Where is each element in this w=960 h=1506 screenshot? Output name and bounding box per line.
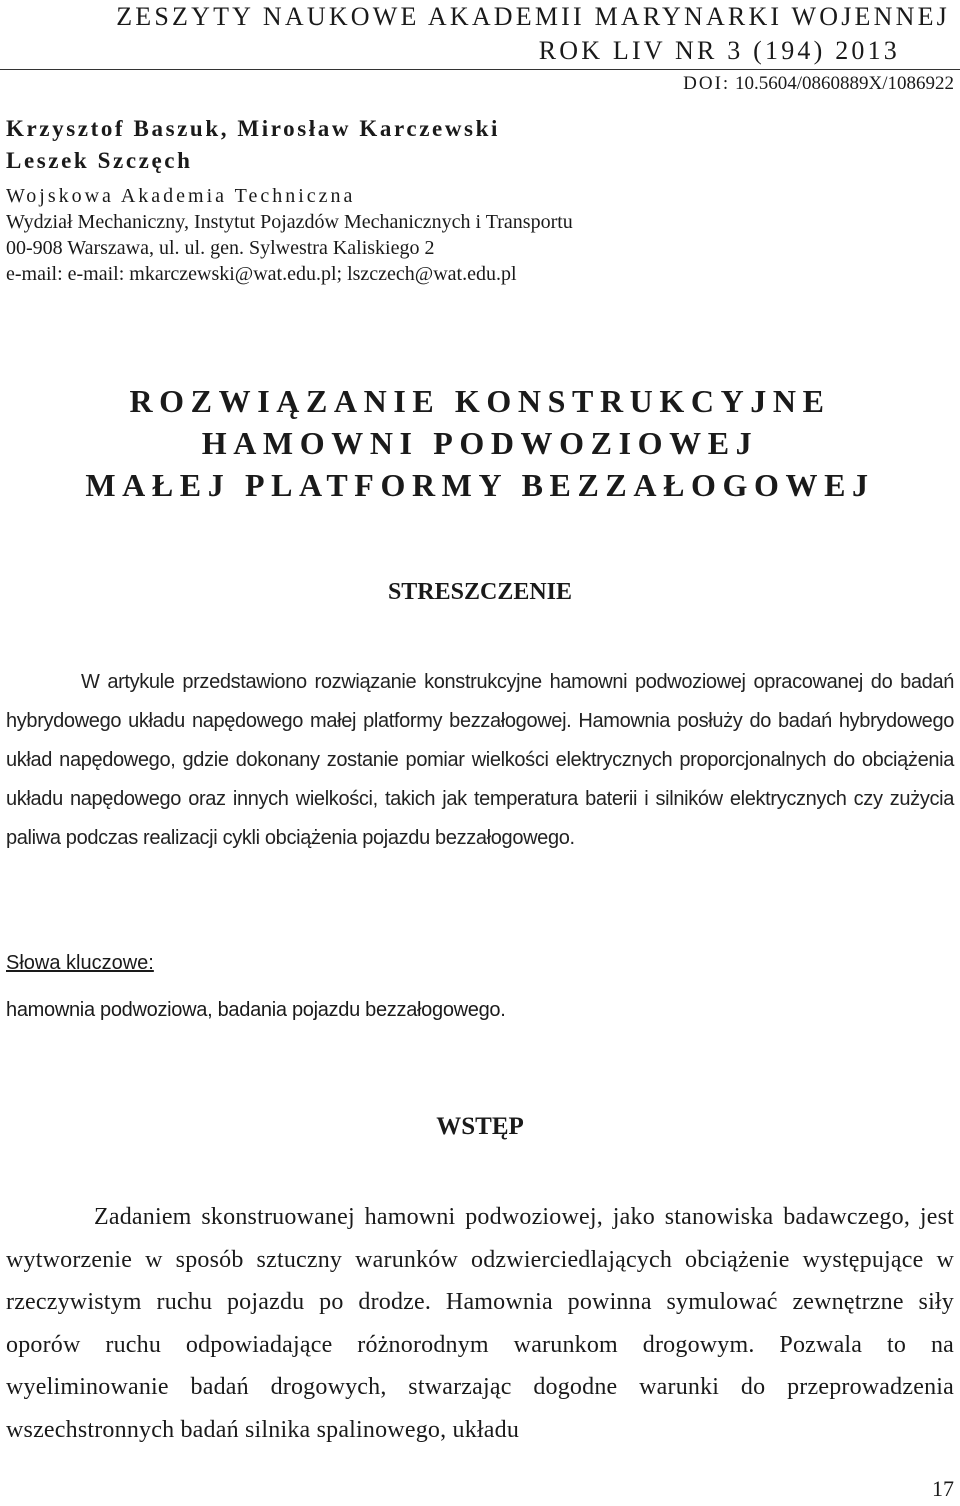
title-line-3: MAŁEJ PLATFORMY BEZZAŁOGOWEJ bbox=[85, 467, 875, 503]
page-number: 17 bbox=[932, 1476, 954, 1501]
affiliation-faculty: Wydział Mechaniczny, Instytut Pojazdów Mechanicznych i Transportu bbox=[6, 211, 573, 233]
section-heading-intro: WSTĘP bbox=[436, 1113, 524, 1140]
paper-title bbox=[0, 380, 960, 506]
affiliation-email[interactable]: e-mail: e-mail: mkarczewski@wat.edu.pl; lszczech@wat.edu.pl bbox=[6, 263, 517, 285]
abstract-text: W artykule przedstawiono rozwiązanie konstrukcyjne hamowni podwoziowej opracowanej do badań hybrydowego układu napędowego małej platformy bezzałogowej. Hamownia posłuży do badań hybrydowego układ napędowego, gdzie dokonany zostanie pomiar wielkości elektrycznych proporcjonalnych do obciążenia układu napędowego oraz innych wielkości, takich jak temperatura baterii i silników elektrycznych czy zużycia paliwa podczas realizacji cykli obciążenia pojazdu bezzałogowego. bbox=[6, 671, 954, 849]
author-line-1: Krzysztof Baszuk, Mirosław Karczewski bbox=[6, 116, 500, 141]
abstract-heading: STRESZCZENIE bbox=[387, 579, 573, 605]
doi bbox=[683, 72, 954, 96]
authors bbox=[6, 113, 500, 177]
author-line-2: Leszek Szczęch bbox=[6, 148, 193, 173]
title-line-2: HAMOWNI PODWOZIOWEJ bbox=[201, 425, 759, 461]
intro-body bbox=[6, 1196, 954, 1451]
header-rule bbox=[0, 69, 960, 70]
title-line-1: ROZWIĄZANIE KONSTRUKCYJNE bbox=[129, 383, 831, 419]
affiliation-address: 00-908 Warszawa, ul. ul. gen. Sylwestra Kaliskiego 2 bbox=[6, 237, 435, 259]
intro-text: Zadaniem skonstruowanej hamowni podwoziowej, jako stanowiska badawczego, jest wytworzenie w sposób sztuczny warunków odzwierciedlających obciążenie występujące w rzeczywistym ruchu pojazdu po drodze. Hamownia powinna symulować zewnętrzne siły oporów ruchu odpowiadające różnorodnym warunkom drogowym. Pozwala to na wyeliminowanie badań drogowych, stwarzając dogodne warunki do przeprowadzenia wszechstronnych badań silnika spalinowego, układu bbox=[6, 1204, 954, 1443]
keywords-label: Słowa kluczowe: bbox=[6, 952, 154, 974]
journal-issue: ROK LIV NR 3 (194) 2013 bbox=[538, 36, 900, 65]
abstract-body bbox=[6, 663, 954, 858]
affiliation bbox=[6, 183, 573, 287]
keywords-text: hamownia podwoziowa, badania pojazdu bezzałogowego. bbox=[6, 999, 506, 1021]
journal-name: ZESZYTY NAUKOWE AKADEMII MARYNARKI WOJENNEJ bbox=[116, 2, 950, 31]
affiliation-institution: Wojskowa Akademia Techniczna bbox=[6, 185, 356, 207]
doi-value[interactable]: 10.5604/0860889X/1086922 bbox=[734, 73, 954, 94]
doi-label: DOI: bbox=[683, 73, 731, 94]
